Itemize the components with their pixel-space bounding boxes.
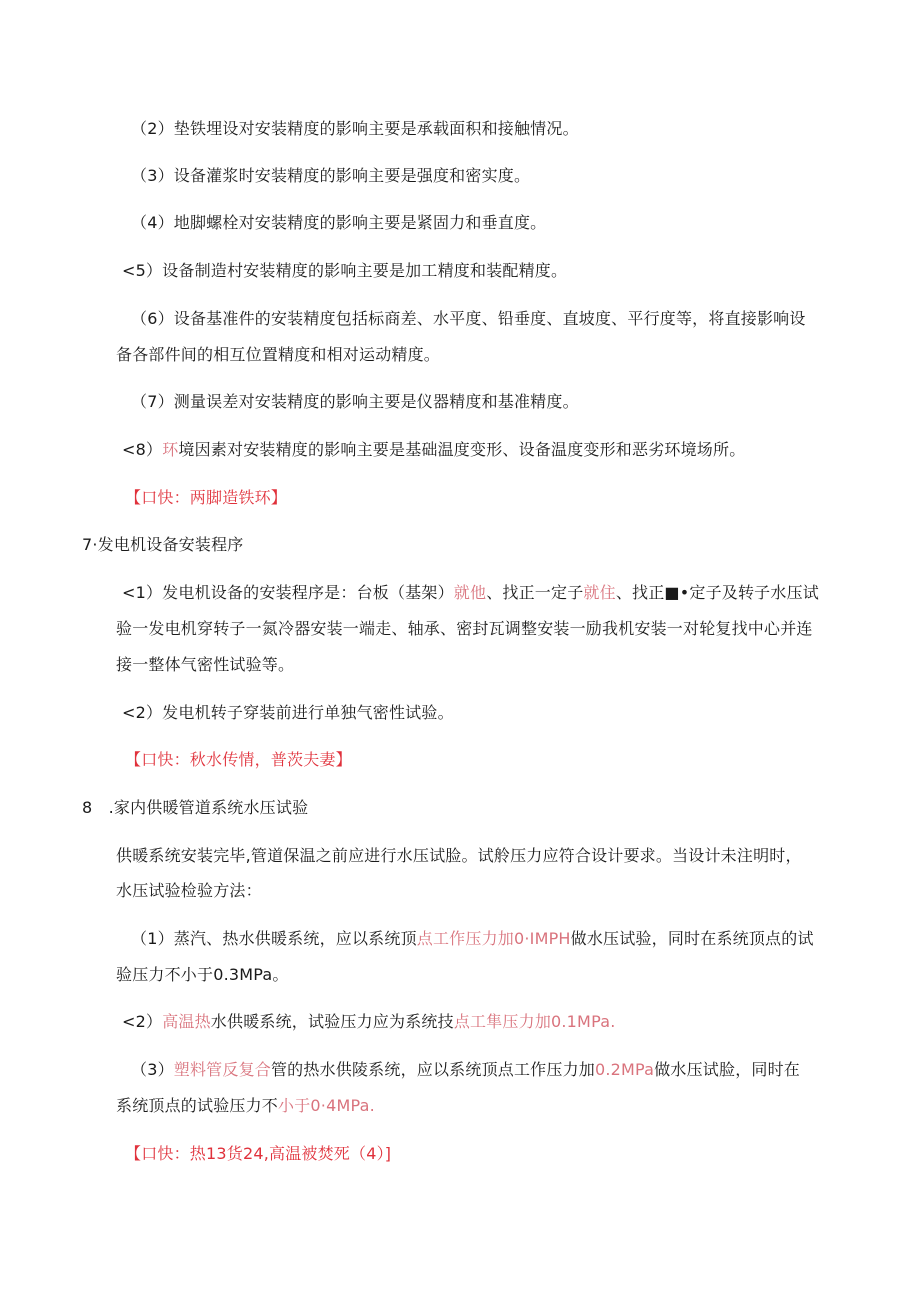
p1-part-c: 、找正一定子 — [486, 583, 584, 602]
mnemonic-1: 【口快：两脚造铁环】 — [125, 488, 288, 507]
item-4: （4）地脚螺栓对安装精度的影响主要是紧固力和垂直度。 — [131, 213, 547, 232]
item-6-line1: （6）设备基准件的安装精度包括标商差、水平度、铅垂度、直坡度、平行度等，将直接影响设 — [131, 309, 806, 328]
section-7-p1-line1 — [122, 582, 819, 604]
item-2: （2）垫铁埋设对安装精度的影响主要是承载面积和接触情况。 — [131, 119, 579, 138]
section-7-p1-line3: 接一整体气密性试验等。 — [116, 655, 295, 674]
item-8-highlight: 环 — [162, 440, 179, 459]
p1-highlight-1: 就他 — [453, 583, 487, 602]
p1-part-a: <1）发电机设备的安装程序是：台板（基架） — [122, 583, 454, 602]
section-8-s2 — [122, 1011, 616, 1033]
s3-end: 做水压试脸，同时在 — [654, 1060, 800, 1079]
item-8 — [122, 439, 745, 461]
s3-line2-highlight: 小于0·4MPa. — [278, 1096, 375, 1115]
item-8-rest: 境因素对安装精度的影响主要是基础温度变形、设备温度变形和恶劣环境场所。 — [178, 440, 746, 459]
mnemonic-2: 【口快：秋水传情，普茨夫妻】 — [125, 750, 352, 769]
p1-highlight-2: 就住 — [583, 583, 616, 602]
s3-highlight-2: 0.2MPa — [595, 1060, 655, 1079]
section-7-heading: 7·发电机设备安装程序 — [82, 535, 244, 554]
item-5: <5）设备制造村安装精度的影响主要是加工精度和装配精度。 — [122, 261, 568, 280]
s2-prefix: <2） — [122, 1012, 163, 1031]
s3-line2-text: 系统顶点的试验压力不 — [116, 1096, 279, 1115]
section-8-s3-line1 — [131, 1059, 800, 1081]
s3-prefix: （3） — [131, 1060, 174, 1079]
item-3: （3）设备灌浆时安装精度的影响主要是强度和密实度。 — [131, 166, 531, 185]
s2-highlight-2: 点工隼压力加 — [453, 1012, 552, 1031]
s1-part-a: （1）蒸汽、热水供暖系统，应以系统顶 — [131, 929, 417, 948]
s2-middle: 水供暖系统，试验压力应为系统技 — [210, 1012, 454, 1031]
s1-part-c: 做水压试验，同时在系统顶点的试 — [570, 929, 814, 948]
s2-highlight-1: 高温热 — [162, 1012, 211, 1031]
item-8-prefix: <8） — [122, 440, 163, 459]
s3-middle: 管的热水供陵系统，应以系统顶点工作压力加 — [270, 1060, 595, 1079]
section-8-s3-line2 — [116, 1095, 375, 1117]
item-6-line2: 备各部件间的相互位置精度和相对运动精度。 — [116, 345, 441, 364]
section-7-p2: <2）发电机转子穿装前进行单独气密性试验。 — [122, 703, 454, 722]
section-8-heading: 8 .家内供暖管道系统水压试验 — [82, 798, 309, 817]
section-8-s1-line1 — [131, 928, 814, 950]
s3-highlight-1: 塑料管反复合 — [173, 1060, 271, 1079]
s2-highlight-3: 0.1MPa. — [551, 1012, 616, 1031]
section-8-intro-line2: 水压试验检验方法： — [116, 881, 262, 900]
item-7: （7）测量误差对安装精度的影响主要是仪器精度和基准精度。 — [131, 392, 579, 411]
section-7-p1-line2: 验一发电机穿转子一氮冷器安装一端走、轴承、密封瓦调整安装一励我机安装一对轮复找中心并连 — [116, 619, 813, 638]
section-8-intro-line1: 供暖系统安装完毕,管道保温之前应进行水压试脸。试舲压力应符合设计要求。当设计未注明时， — [116, 846, 802, 865]
section-8-s1-line2: 验压力不小于0.3MPa。 — [116, 965, 289, 984]
p1-part-e: 、找正■•定子及转子水压试 — [615, 583, 819, 602]
s1-highlight: 点工作压力加0·IMPH — [416, 929, 571, 948]
mnemonic-3: 【口快：热13货24,高温被焚死（4）] — [125, 1144, 392, 1163]
